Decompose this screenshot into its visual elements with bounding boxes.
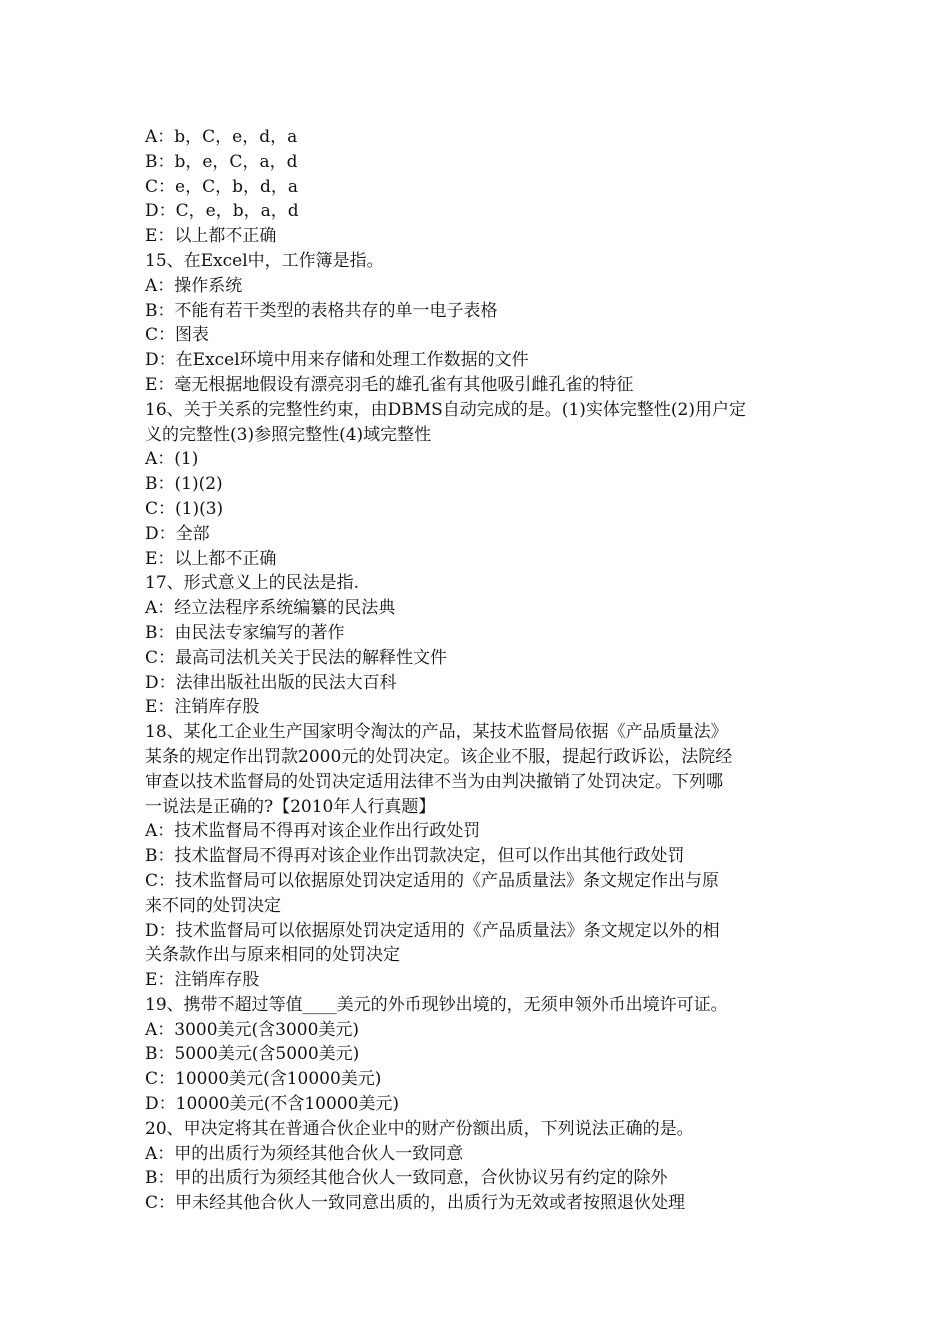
text-line: B：不能有若干类型的表格共存的单一电子表格: [145, 300, 498, 321]
text-line: B：由民法专家编写的著作: [145, 622, 345, 643]
question-18: 18、某化工企业生产国家明令淘汰的产品，某技术监督局依据《产品质量法》: [145, 722, 728, 743]
text-line: A：(1): [145, 449, 199, 470]
text-line: A：技术监督局不得再对该企业作出行政处罚: [145, 821, 481, 842]
text-line: D：在Excel环境中用来存储和处理工作数据的文件: [145, 350, 529, 371]
text-line: A：3000美元(含3000美元): [145, 1019, 360, 1040]
text-line: D：技术监督局可以依据原处罚决定适用的《产品质量法》条文规定以外的相: [145, 920, 720, 941]
text-line: C：甲未经其他合伙人一致同意出质的，出质行为无效或者按照退伙处理: [145, 1193, 686, 1214]
text-line: 一说法是正确的?【2010年人行真题】: [145, 796, 436, 817]
text-line: C：(1)(3): [145, 498, 224, 519]
text-line: 义的完整性(3)参照完整性(4)域完整性: [145, 424, 432, 445]
question-19: 19、携带不超过等值____美元的外币现钞出境的，无须申领外币出境许可证。: [145, 994, 728, 1015]
document-body: [145, 125, 810, 1216]
text-line: D：10000美元(不含10000美元): [145, 1094, 400, 1115]
text-line: C：图表: [145, 325, 210, 346]
text-line: B：(1)(2): [145, 474, 223, 495]
text-line: B：技术监督局不得再对该企业作出罚款决定，但可以作出其他行政处罚: [145, 846, 685, 867]
text-line: A：操作系统: [145, 275, 243, 296]
text-line: D：C，e，b，a，d: [145, 201, 299, 222]
text-line: C：e，C，b，d，a: [145, 176, 298, 197]
text-line: E：注销库存股: [145, 970, 260, 991]
text-line: E：毫无根据地假设有漂亮羽毛的雄孔雀有其他吸引雌孔雀的特征: [145, 374, 634, 395]
text-line: B：5000美元(含5000美元): [145, 1044, 360, 1065]
question-17: 17、形式意义上的民法是指.: [145, 573, 360, 594]
text-line: E：以上都不正确: [145, 548, 277, 569]
text-line: B：甲的出质行为须经其他合伙人一致同意，合伙协议另有约定的除外: [145, 1168, 668, 1189]
text-line: 来不同的处罚决定: [145, 895, 281, 916]
text-line: A：b，C，e，d，a: [145, 127, 298, 147]
text-line: D：全部: [145, 523, 210, 544]
text-line: A：经立法程序系统编纂的民法典: [145, 598, 396, 619]
text-line: E：以上都不正确: [145, 226, 277, 247]
text-line: 某条的规定作出罚款2000元的处罚决定。该企业不服，提起行政诉讼，法院经: [145, 746, 733, 767]
text-line: 审查以技术监督局的处罚决定适用法律不当为由判决撤销了处罚决定。下列哪: [145, 771, 723, 792]
text-line: C：技术监督局可以依据原处罚决定适用的《产品质量法》条文规定作出与原: [145, 870, 720, 891]
question-20: 20、甲决定将其在普通合伙企业中的财产份额出质，下列说法正确的是。: [145, 1118, 694, 1139]
text-line: C：10000美元(含10000美元): [145, 1069, 382, 1090]
text-line: C：最高司法机关关于民法的解释性文件: [145, 647, 448, 668]
question-15: 15、在Excel中，工作簿是指。: [145, 250, 384, 271]
text-line: A：甲的出质行为须经其他合伙人一致同意: [145, 1143, 464, 1164]
text-line: E：注销库存股: [145, 697, 260, 718]
text-line: D：法律出版社出版的民法大百科: [145, 672, 397, 693]
text-line: 关条款作出与原来相同的处罚决定: [145, 945, 400, 966]
text-line: B：b，e，C，a，d: [145, 151, 298, 172]
question-16: 16、关于关系的完整性约束，由DBMS自动完成的是。(1)实体完整性(2)用户定: [145, 399, 746, 420]
